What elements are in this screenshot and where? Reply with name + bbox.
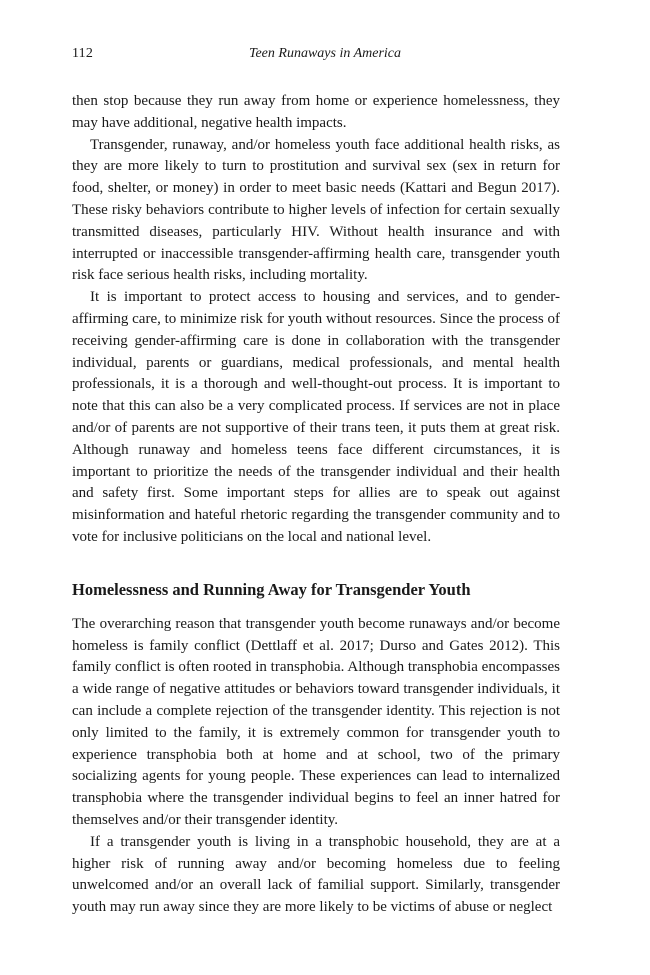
running-head-title: Teen Runaways in America bbox=[248, 46, 402, 61]
paragraph-access-to-care: It is important to protect access to housing and services, and to gender-affirming care, to minimize risk for youth without resources. Since the process of receiving gender-affirming care is done in collaboration with the transgender individual, parents or guardians, medical professionals, and mental health professionals, it is a thorough and well-thought-out process. It is important to note that this can also be a very complicated process. If services are not in place and/or of parents are not supportive of their trans teen, it puts them at great risk. Although runaway and homeless teens face different circumstances, it is important to prioritize the needs of the transgender individual and their health and safety first. Some important steps for allies are to speak out against misinformation and hateful rhetoric regarding the transgender community and to vote for inclusive politicians on the local and national level. bbox=[72, 289, 560, 545]
paragraph-transphobic-household: If a transgender youth is living in a transphobic household, they are at a higher risk of running away and/or becoming homeless due to feeling unwelcomed and/or an overall lack of familial support. Similarly, transgender youth may run away since they are more likely to be victims of abuse or neglect bbox=[72, 833, 560, 916]
page-body bbox=[72, 91, 560, 919]
section-heading: Homelessness and Running Away for Transgender Youth bbox=[72, 579, 471, 599]
paragraph-continued: then stop because they run away from home or experience homelessness, they may have additional, negative health impacts. bbox=[72, 93, 560, 131]
page-number: 112 bbox=[72, 46, 94, 61]
paragraph-family-conflict: The overarching reason that transgender youth become runaways and/or become homeless is family conflict (Dettlaff et al. 2017; Durso and Gates 2012). This family conflict is often rooted in transphobia. Although transphobia encompasses a wide range of negative attitudes or behaviors toward transgender individuals, it can include a complete rejection of the transgender identity. This rejection is not only limited to the family, it is extremely common for transgender youth to experience transphobia both at home and at school, two of the primary socializing agents for young people. These experiences can lead to internalized transphobia where the transgender individual begins to feel an inner hatred for themselves and/or their transgender identity. bbox=[72, 615, 560, 828]
paragraph-health-risks: Transgender, runaway, and/or homeless youth face additional health risks, as they are more likely to turn to prostitution and survival sex (sex in return for food, shelter, or money) in order to meet basic needs (Kattari and Begun 2017). These risky behaviors contribute to higher levels of infection for certain sexually transmitted diseases, particularly HIV. Without health insurance and with interrupted or inaccessible transgender-affirming health care, transgender youth risk face serious health risks, including mortality. bbox=[72, 136, 560, 284]
